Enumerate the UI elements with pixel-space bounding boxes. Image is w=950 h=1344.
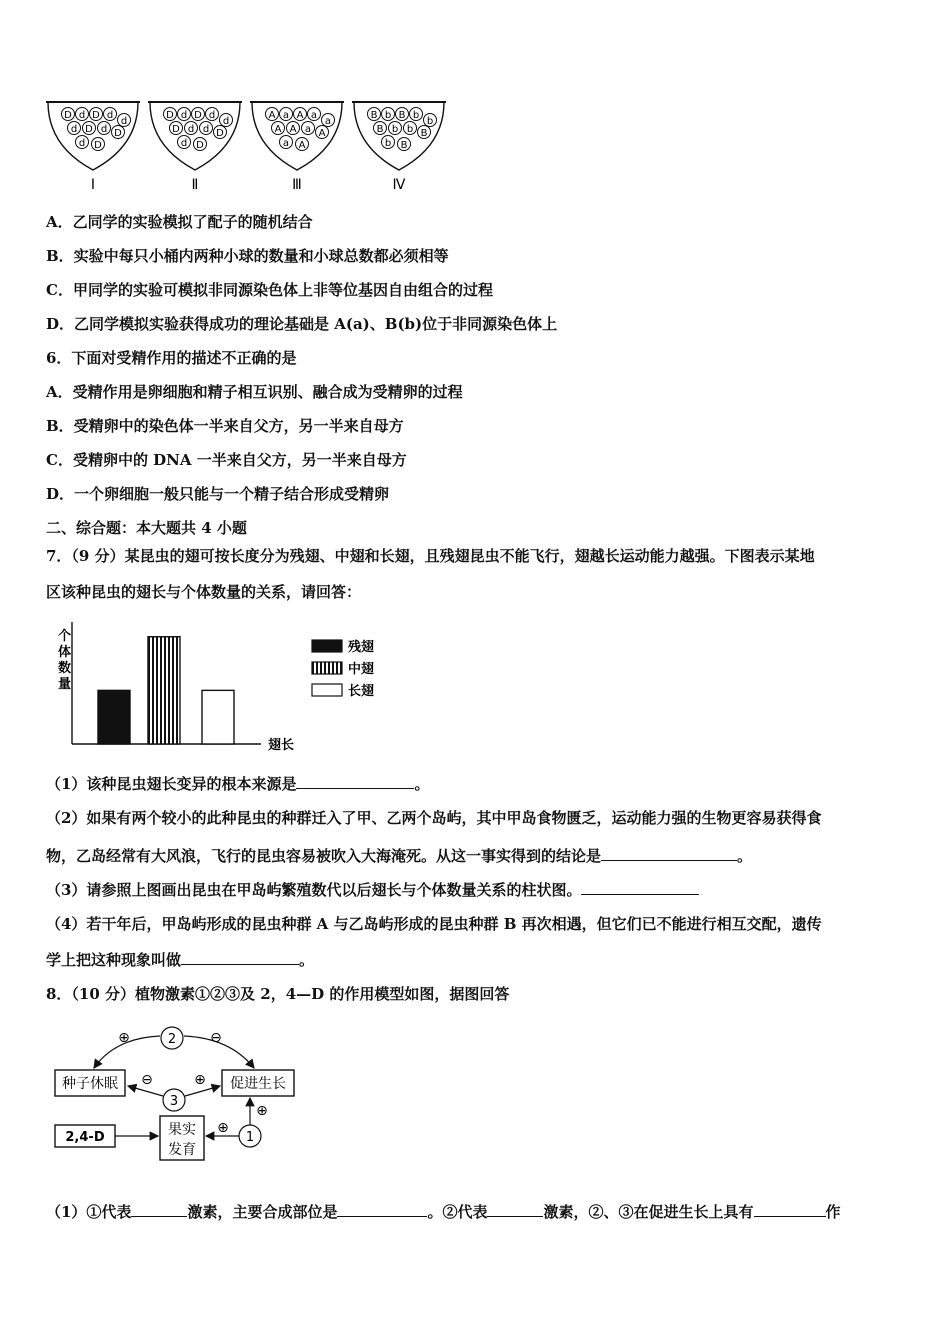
ball-label: d — [187, 124, 195, 135]
ball-label: A — [318, 128, 326, 139]
ball-label: B — [420, 128, 428, 139]
ball-label: a — [304, 124, 312, 135]
bucket-figure — [40, 96, 460, 196]
q8-sub1-blank2[interactable] — [337, 1202, 427, 1217]
ball-label: B — [370, 110, 378, 121]
ball-label: D — [92, 110, 100, 121]
q7-sub4-line1: （4）若干年后，甲岛屿形成的昆虫种群 A 与乙岛屿形成的昆虫种群 B 再次相遇，但它们已不能进行相互交配，遗传 — [46, 915, 822, 933]
q8-sub1-e: 作 — [825, 1203, 841, 1221]
bar-中翅 — [148, 637, 180, 744]
sign-2-dormancy: ⊕ — [118, 1030, 130, 1046]
ball-label: d — [100, 124, 108, 135]
bucket-label: Ⅱ — [191, 177, 199, 193]
y-axis-label-char: 体 — [58, 645, 72, 660]
ball-label: d — [78, 138, 86, 149]
ball-label: b — [384, 110, 392, 121]
ball-label: d — [180, 110, 188, 121]
ball-label: d — [70, 124, 78, 135]
ball-label: d — [202, 124, 210, 135]
legend-swatch — [312, 684, 342, 696]
q8-sub1 — [46, 1201, 841, 1222]
bar-长翅 — [202, 690, 234, 744]
bucket-label: Ⅰ — [90, 177, 96, 193]
q7-sub4-end: 。 — [299, 951, 315, 969]
section-heading: 二、综合题：本大题共 4 小题 — [46, 519, 247, 537]
ball-label: B — [398, 110, 406, 121]
ball-label: D — [166, 110, 174, 121]
bucket-3 — [250, 102, 344, 193]
bucket-label: Ⅲ — [292, 177, 302, 193]
ball-label: A — [268, 110, 276, 121]
bucket-4 — [352, 102, 446, 193]
q5-option-a: A．乙同学的实验模拟了配子的随机结合 — [46, 213, 313, 231]
ball-label: B — [400, 140, 408, 151]
q8-sub1-blank4[interactable] — [754, 1202, 826, 1217]
bucket-2 — [148, 102, 242, 193]
ball-label: b — [384, 138, 392, 149]
q7-sub1-blank[interactable] — [296, 774, 414, 789]
seed-dormancy-label: 种子休眠 — [62, 1076, 118, 1092]
hormone-1-number: 1 — [245, 1130, 255, 1145]
ball-label: D — [94, 140, 102, 151]
q7-sub2-blank[interactable] — [601, 846, 737, 861]
q6-option-b: B．受精卵中的染色体一半来自父方，另一半来自母方 — [46, 417, 404, 435]
ball-label: d — [180, 138, 188, 149]
ball-label: b — [426, 116, 434, 127]
ball-label: d — [106, 110, 114, 121]
q8-sub1-b: 激素，主要合成部位是 — [187, 1203, 338, 1221]
q7-stem-line1: 7．（9 分）某昆虫的翅可按长度分为残翅、中翅和长翅，且残翅昆虫不能飞行，翅越长运动能力越强。下图表示某地 — [46, 547, 815, 565]
legend-swatch — [312, 640, 342, 652]
q7-sub2-text: 物，乙岛经常有大风浪，飞行的昆虫容易被吹入大海淹死。从这一事实得到的结论是 — [46, 847, 602, 865]
ball-label: a — [310, 110, 318, 121]
promote-growth-label: 促进生长 — [230, 1076, 286, 1092]
fruit-label-line2: 发育 — [168, 1142, 196, 1158]
ball-label: D — [64, 110, 72, 121]
q8-sub1-d: 激素，②、③在促进生长上具有 — [543, 1203, 754, 1221]
q7-stem-line2: 区该种昆虫的翅长与个体数量的关系，请回答： — [46, 583, 362, 601]
y-axis-label-char: 个 — [58, 629, 72, 644]
q7-sub4-line2 — [46, 949, 314, 970]
ball-label: D — [196, 140, 204, 151]
fruit-label-line1: 果实 — [168, 1122, 196, 1138]
q7-sub3-text: （3）请参照上图画出昆虫在甲岛屿繁殖数代以后翅长与个体数量关系的柱状图。 — [46, 881, 582, 899]
y-axis-label-char: 量 — [58, 677, 72, 692]
sign-1-growth: ⊕ — [256, 1103, 268, 1119]
hormone-diagram — [50, 1020, 310, 1170]
q7-sub1 — [46, 773, 429, 794]
ball-label: a — [282, 138, 290, 149]
q5-option-b: B．实验中每只小桶内两种小球的数量和小球总数都必须相等 — [46, 247, 449, 265]
q7-sub2-line1: （2）如果有两个较小的此种昆虫的种群迁入了甲、乙两个岛屿，其中甲岛食物匮乏，运动能力强的生物更容易获得食 — [46, 809, 822, 827]
sign-1-fruit: ⊕ — [217, 1120, 229, 1136]
q8-sub1-blank1[interactable] — [131, 1202, 187, 1217]
q8-sub1-blank3[interactable] — [487, 1202, 543, 1217]
ball-label: b — [406, 124, 414, 135]
hormone-2-number: 2 — [167, 1032, 177, 1047]
q7-sub4-blank[interactable] — [181, 950, 299, 965]
q6-stem: 6．下面对受精作用的描述不正确的是 — [46, 349, 297, 367]
q7-sub1-text: （1）该种昆虫翅长变异的根本来源是 — [46, 775, 297, 793]
ball-label: A — [289, 124, 297, 135]
ball-label: a — [282, 110, 290, 121]
q8-sub1-a: （1）①代表 — [46, 1203, 132, 1221]
ball-label: D — [114, 128, 122, 139]
ball-label: b — [412, 110, 420, 121]
ball-label: a — [324, 116, 332, 127]
ball-label: d — [120, 116, 128, 127]
ball-label: D — [216, 128, 224, 139]
ball-label: A — [298, 140, 306, 151]
ball-label: d — [208, 110, 216, 121]
q6-option-c: C．受精卵中的 DNA 一半来自父方，另一半来自母方 — [46, 451, 407, 469]
legend-label: 长翅 — [348, 684, 375, 699]
ball-label: D — [172, 124, 180, 135]
y-axis-label-char: 数 — [58, 661, 72, 676]
q5-option-c: C．甲同学的实验可模拟非同源染色体上非等位基因自由组合的过程 — [46, 281, 493, 299]
q6-option-a: A．受精作用是卵细胞和精子相互识别、融合成为受精卵的过程 — [46, 383, 463, 401]
sign-3-growth: ⊕ — [194, 1072, 206, 1088]
q7-sub2-line2 — [46, 845, 752, 866]
q7-sub3 — [46, 879, 699, 900]
q8-stem: 8．（10 分）植物激素①②③及 2，4—D 的作用模型如图，据图回答 — [46, 985, 510, 1003]
q7-sub2-end: 。 — [737, 847, 753, 865]
sign-3-dormancy: ⊖ — [141, 1072, 153, 1088]
ball-label: d — [222, 116, 230, 127]
q7-sub1-end: 。 — [414, 775, 430, 793]
bar-残翅 — [98, 690, 130, 744]
ball-label: b — [391, 124, 399, 135]
bucket-1 — [46, 102, 140, 193]
q7-sub3-blank[interactable] — [581, 880, 699, 895]
q8-sub1-c: 。②代表 — [427, 1203, 488, 1221]
ball-label: D — [85, 124, 93, 135]
legend-label: 残翅 — [348, 640, 375, 655]
legend-swatch — [312, 662, 342, 674]
ball-label: A — [274, 124, 282, 135]
q6-option-d: D．一个卵细胞一般只能与一个精子结合形成受精卵 — [46, 485, 390, 503]
legend-label: 中翅 — [348, 662, 375, 677]
ball-label: D — [194, 110, 202, 121]
auxin-analog-label: 2,4-D — [65, 1130, 105, 1145]
hormone-3-number: 3 — [169, 1094, 179, 1109]
q5-option-d: D．乙同学模拟实验获得成功的理论基础是 A(a)、B(b)位于非同源染色体上 — [46, 315, 558, 333]
bucket-label: Ⅳ — [392, 177, 406, 193]
ball-label: d — [78, 110, 86, 121]
wing-length-chart — [56, 618, 386, 758]
ball-label: B — [376, 124, 384, 135]
ball-label: A — [296, 110, 304, 121]
x-axis-label: 翅长 — [268, 738, 295, 753]
sign-2-growth: ⊖ — [210, 1030, 222, 1046]
q7-sub4-text: 学上把这种现象叫做 — [46, 951, 182, 969]
